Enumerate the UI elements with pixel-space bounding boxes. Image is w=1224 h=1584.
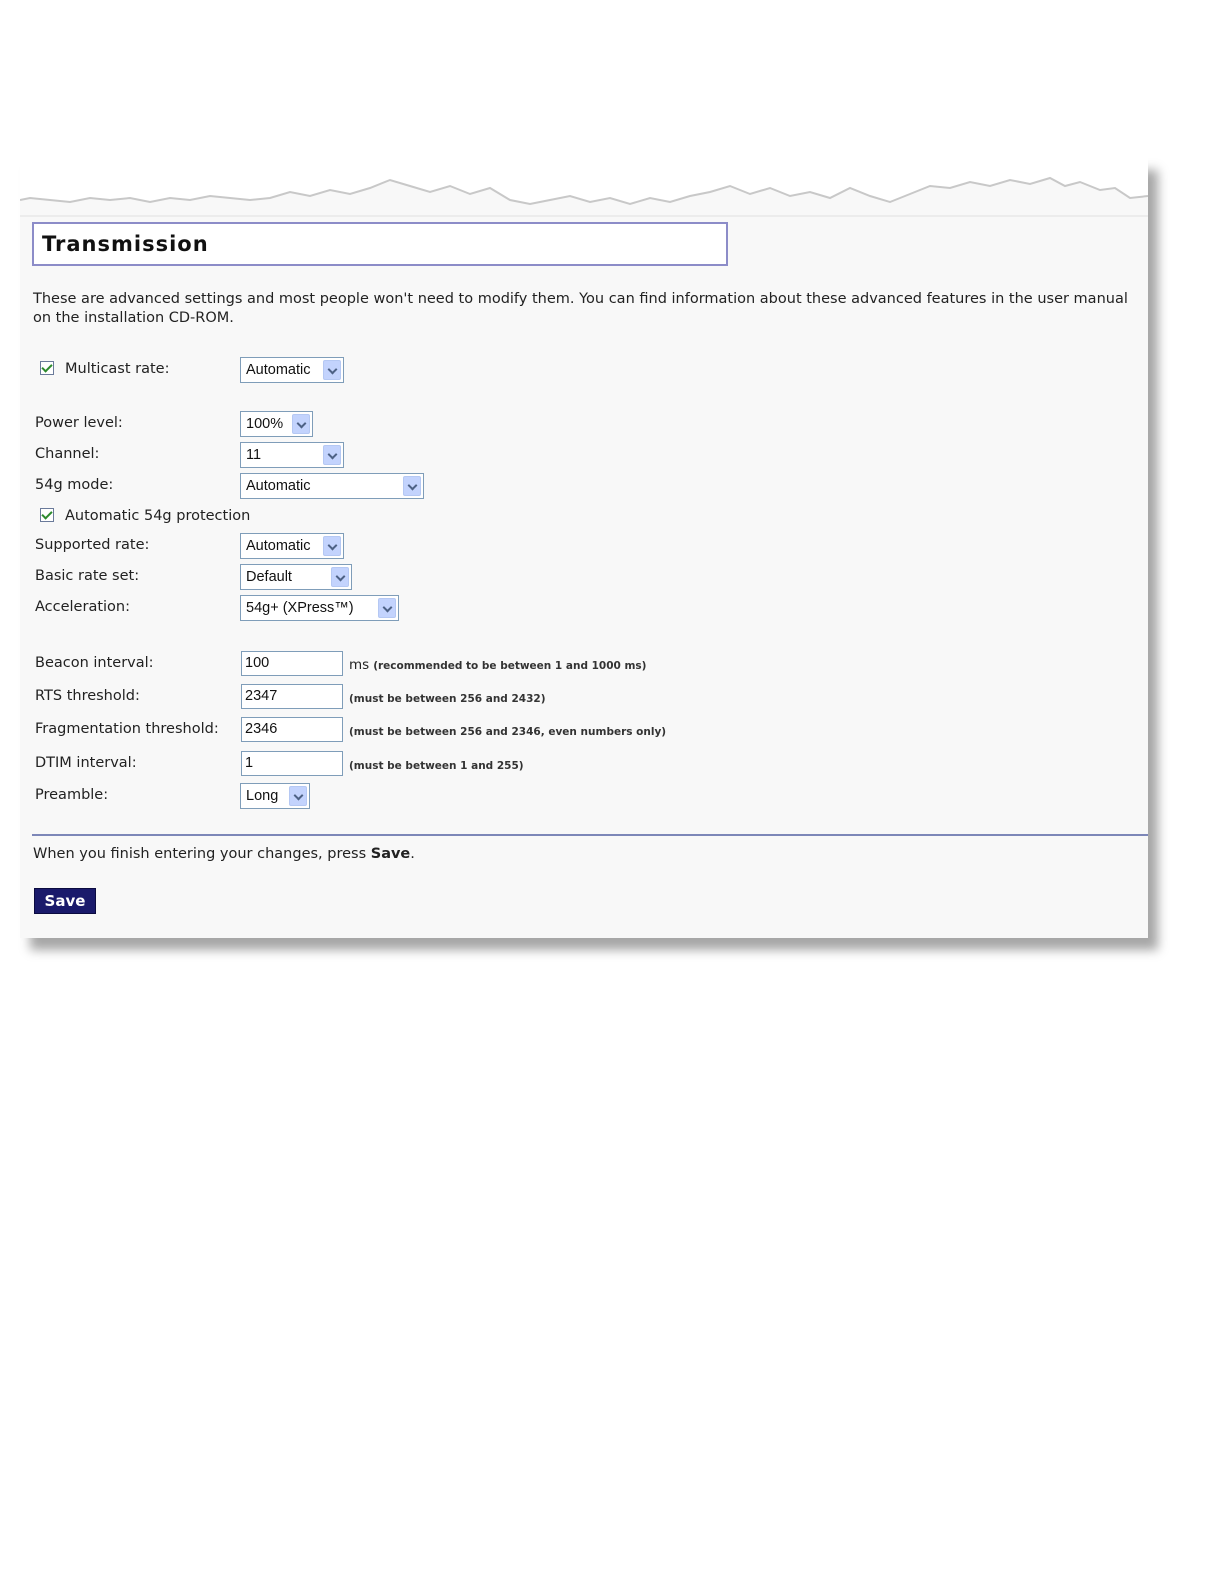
footer-save-word: Save [370,846,411,862]
fragmentation-label: Fragmentation threshold: [35,721,219,737]
supported-rate-select[interactable] [240,533,344,559]
multicast-value: Automatic [246,362,311,378]
fragmentation-input[interactable] [241,717,343,742]
fragmentation-row [35,717,935,743]
protection-label: Automatic 54g protection [65,508,251,524]
torn-edge-decoration [20,158,1148,218]
footer-text: When you finish entering your changes, press [33,846,371,862]
footer-instruction [33,846,415,862]
rts-value: 2347 [245,688,278,704]
channel-value: 11 [246,447,262,463]
power-level-value: 100% [246,416,284,432]
power-level-select[interactable] [240,411,313,437]
preamble-value: Long [246,788,279,804]
rts-row [35,684,935,710]
fragmentation-value: 2346 [245,721,278,737]
rts-hint: (must be between 256 and 2432) [349,693,546,705]
footer-period: . [410,846,415,862]
chevron-down-icon [323,536,341,556]
dtim-value: 1 [245,755,254,771]
power-level-label: Power level: [35,415,123,431]
multicast-label: Multicast rate: [65,361,170,377]
protection-row [35,504,435,530]
fragmentation-hint: (must be between 256 and 2346, even numbers only) [349,726,667,738]
multicast-checkbox[interactable] [40,361,54,375]
basic-rate-set-label: Basic rate set: [35,568,140,584]
channel-label: Channel: [35,446,100,462]
channel-row [35,442,435,468]
rts-input[interactable] [241,684,343,709]
beacon-unit: ms [349,657,370,673]
settings-panel [20,158,1148,938]
chevron-down-icon [292,414,310,434]
preamble-select[interactable] [240,783,310,809]
multicast-row [35,357,435,383]
preamble-label: Preamble: [35,787,109,803]
beacon-value: 100 [245,655,270,671]
mode-54g-value: Automatic [246,478,311,494]
preamble-row [35,783,435,809]
basic-rate-set-value: Default [246,569,292,585]
mode-54g-label: 54g mode: [35,477,114,493]
basic-rate-set-select[interactable] [240,564,352,590]
acceleration-row [35,595,455,621]
chevron-down-icon [331,567,349,587]
mode-54g-row [35,473,455,499]
page-title-box [32,222,728,266]
beacon-input[interactable] [241,651,343,676]
mode-54g-select[interactable] [240,473,424,499]
chevron-down-icon [323,445,341,465]
rts-label: RTS threshold: [35,688,140,704]
channel-select[interactable] [240,442,344,468]
supported-rate-label: Supported rate: [35,537,150,553]
supported-rate-row [35,533,435,559]
supported-rate-value: Automatic [246,538,311,554]
chevron-down-icon [323,360,341,380]
beacon-hint-text: (recommended to be between 1 and 1000 ms) [373,660,647,672]
beacon-label: Beacon interval: [35,655,154,671]
basic-rate-set-row [35,564,435,590]
multicast-select[interactable] [240,357,344,383]
chevron-down-icon [403,476,421,496]
page-title: Transmission [42,232,209,256]
chevron-down-icon [378,598,396,618]
acceleration-label: Acceleration: [35,599,130,615]
dtim-label: DTIM interval: [35,755,137,771]
divider [32,834,1148,836]
dtim-hint: (must be between 1 and 255) [349,760,524,772]
chevron-down-icon [289,786,307,806]
save-button[interactable]: Save [34,888,96,914]
dtim-input[interactable] [241,751,343,776]
dtim-row [35,751,935,777]
beacon-row [35,651,935,677]
beacon-hint [349,657,647,673]
acceleration-select[interactable] [240,595,399,621]
acceleration-value: 54g+ (XPress™) [246,600,354,616]
power-level-row [35,411,435,437]
protection-checkbox[interactable] [40,508,54,522]
intro-text: These are advanced settings and most people won't need to modify them. You can find information about these advanced features in the user manual on the installation CD-ROM. [33,291,1128,326]
